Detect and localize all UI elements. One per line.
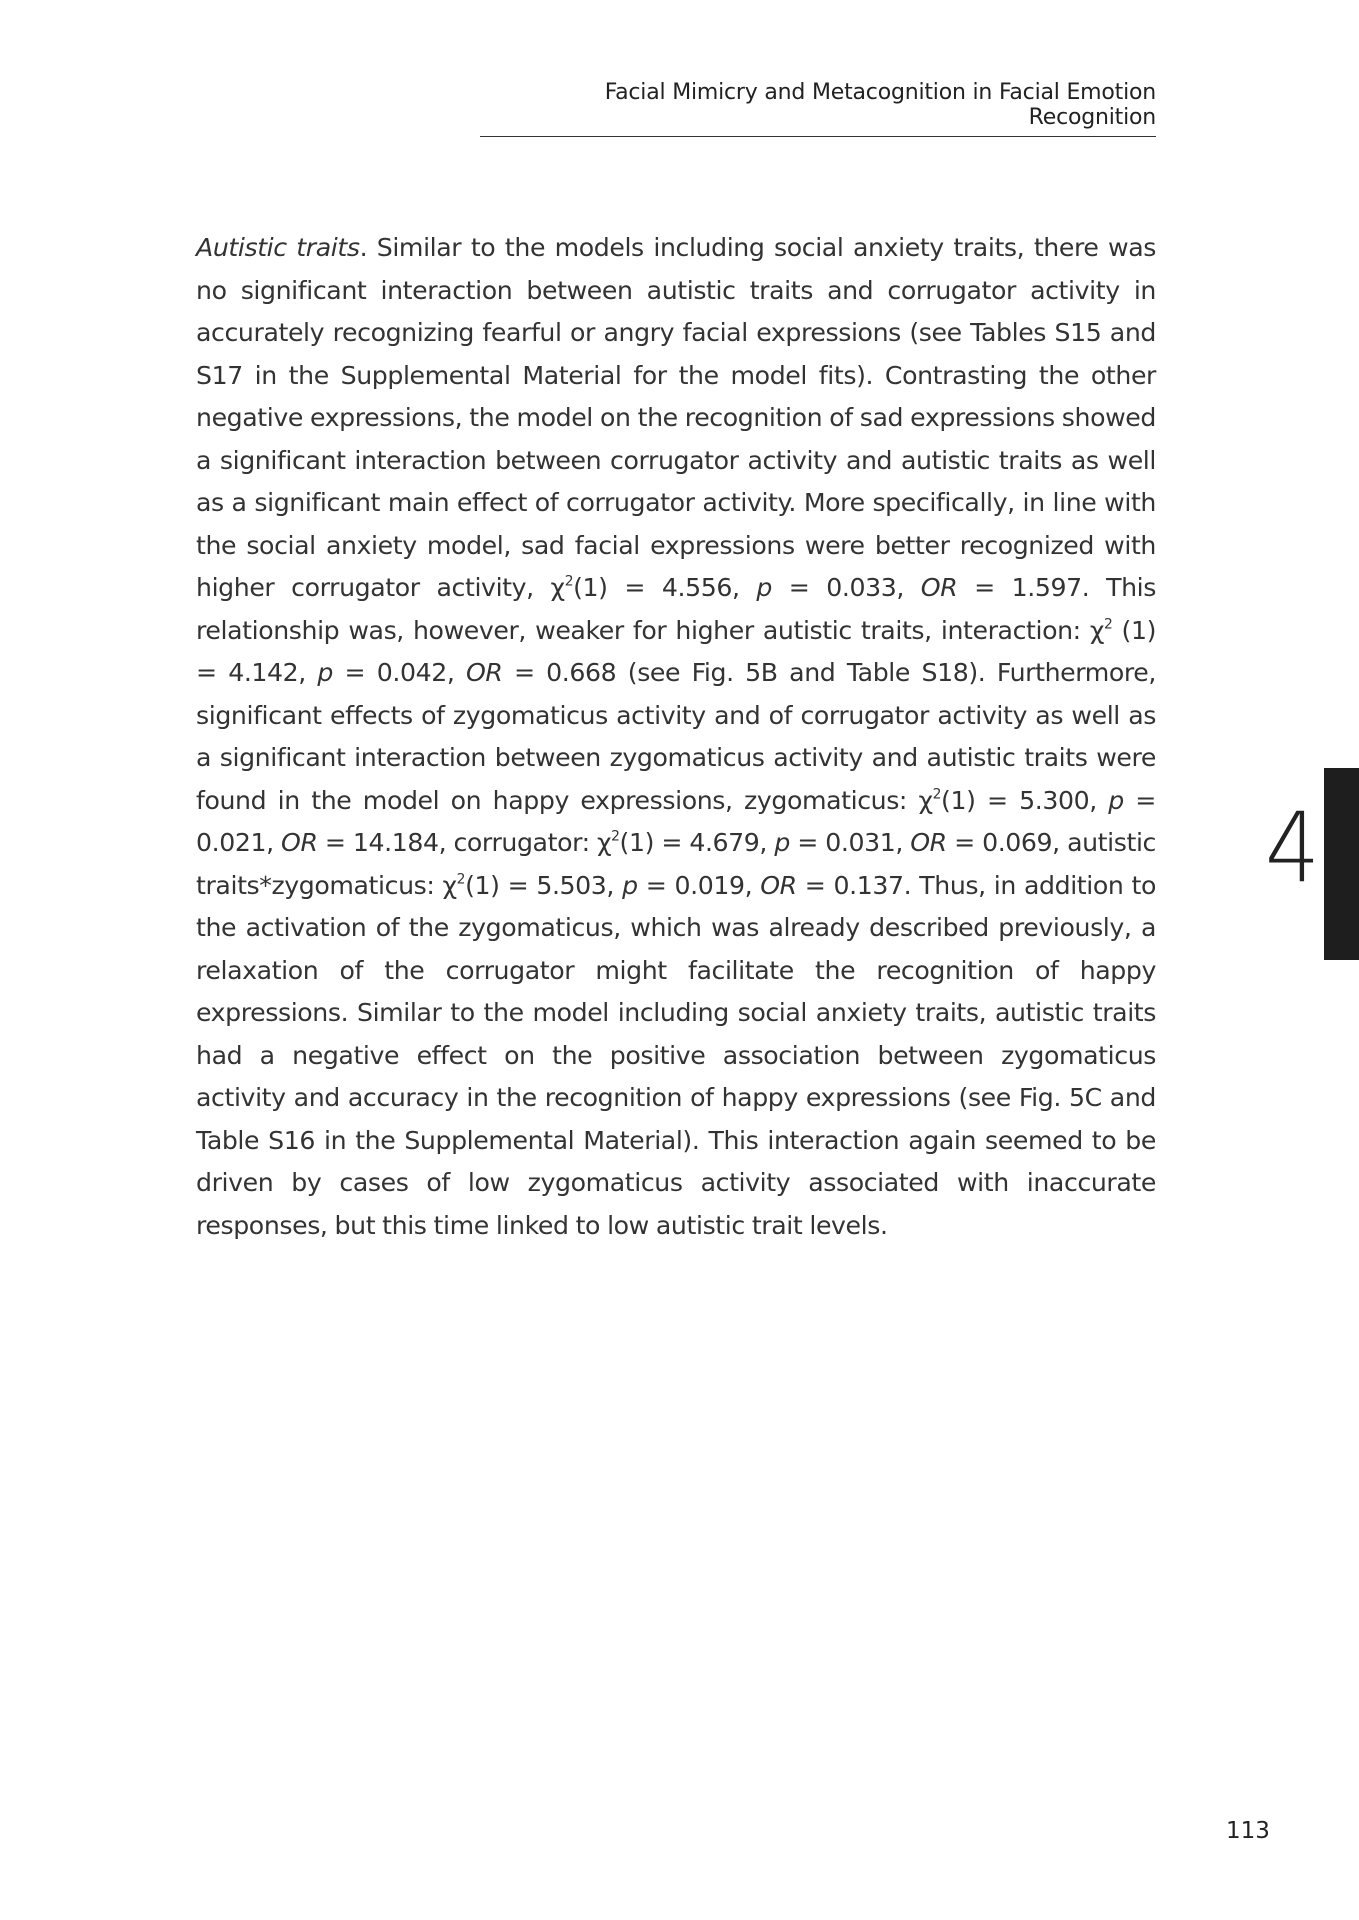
page-number: 113 [1226, 1818, 1270, 1844]
text-run: = 0.033, [772, 573, 921, 603]
chapter-tab [1324, 768, 1359, 960]
text-run: = 0.668 (see Fig. 5B and Table S18). Furthermore, significant effects of zygomaticus activity and of corrugator activity as well as a significant interaction between zygomaticus activity and autistic traits were found in the model on happy expressions, zygomaticus: χ [196, 658, 1156, 815]
text-run: (1) = 5.503, [465, 870, 623, 900]
text-run: (1) = 4.556, [573, 573, 757, 603]
chapter-number: 4 [1265, 792, 1321, 904]
stat-symbol: OR [920, 573, 958, 603]
text-run: = 0.137. Thus, in addition to the activation of the zygomaticus, which was already described previously, a relaxation of the corrugator might facilitate the recognition of happy expressions. Similar to the model including social anxiety traits, autistic traits had a negative effect on the positive association between zygomaticus activity and accuracy in the recognition of happy expressions (see Fig. 5C and Table S16 in the Supplemental Material). This interaction again seemed to be driven by cases of low zygomaticus activity associated with inaccurate responses, but this time linked to low autistic trait levels. [196, 870, 1156, 1240]
stat-symbol: p [756, 573, 772, 603]
superscript: 2 [456, 871, 466, 888]
text-run: (1) = 4.679, [619, 828, 775, 858]
text-run: (1) = 4.142, [196, 615, 1156, 688]
text-run: (1) = 5.300, [941, 785, 1109, 815]
stat-symbol: p [774, 828, 790, 858]
running-header: Facial Mimicry and Metacognition in Facial Emotion Recognition [480, 80, 1156, 137]
text-run: = 14.184, corrugator: χ [317, 828, 612, 858]
superscript: 2 [611, 828, 620, 845]
stat-symbol: OR [465, 658, 503, 688]
text-run: . Similar to the models including social anxiety traits, there was no significant interaction between autistic traits and corrugator activity in accurately recognizing fearful or angry facial expressions (see Tables S15 and S17 in the Supplemental Material for the model fits). Contrasting the other negative expressions, the model on the recognition of sad expressions showed a significant interaction between corrugator activity and autistic traits as well as a significant main effect of corrugator activity. More specifically, in line with the social anxiety model, sad facial expressions were better recognized with higher corrugator activity, χ [196, 233, 1156, 603]
text-run: = 0.042, [333, 658, 466, 688]
stat-symbol: p [317, 658, 334, 688]
superscript: 2 [564, 573, 574, 590]
text-run: = 1.597. This relationship was, however, weaker for higher autistic traits, interaction: χ [196, 573, 1156, 645]
section-heading: Autistic traits [196, 233, 360, 263]
body-paragraph [196, 227, 1156, 1247]
text-run: = 0.021, [196, 785, 1157, 858]
text-run: = 0.069, autistic traits*zygomaticus: χ [196, 828, 1157, 900]
stat-symbol: p [1108, 785, 1124, 815]
superscript: 2 [1104, 616, 1113, 633]
stat-symbol: OR [760, 870, 797, 900]
text-run: = 0.019, [637, 870, 761, 900]
stat-symbol: p [622, 870, 638, 900]
superscript: 2 [932, 786, 942, 803]
stat-symbol: OR [281, 828, 318, 858]
stat-symbol: OR [910, 828, 947, 858]
text-run: = 0.031, [789, 828, 911, 858]
